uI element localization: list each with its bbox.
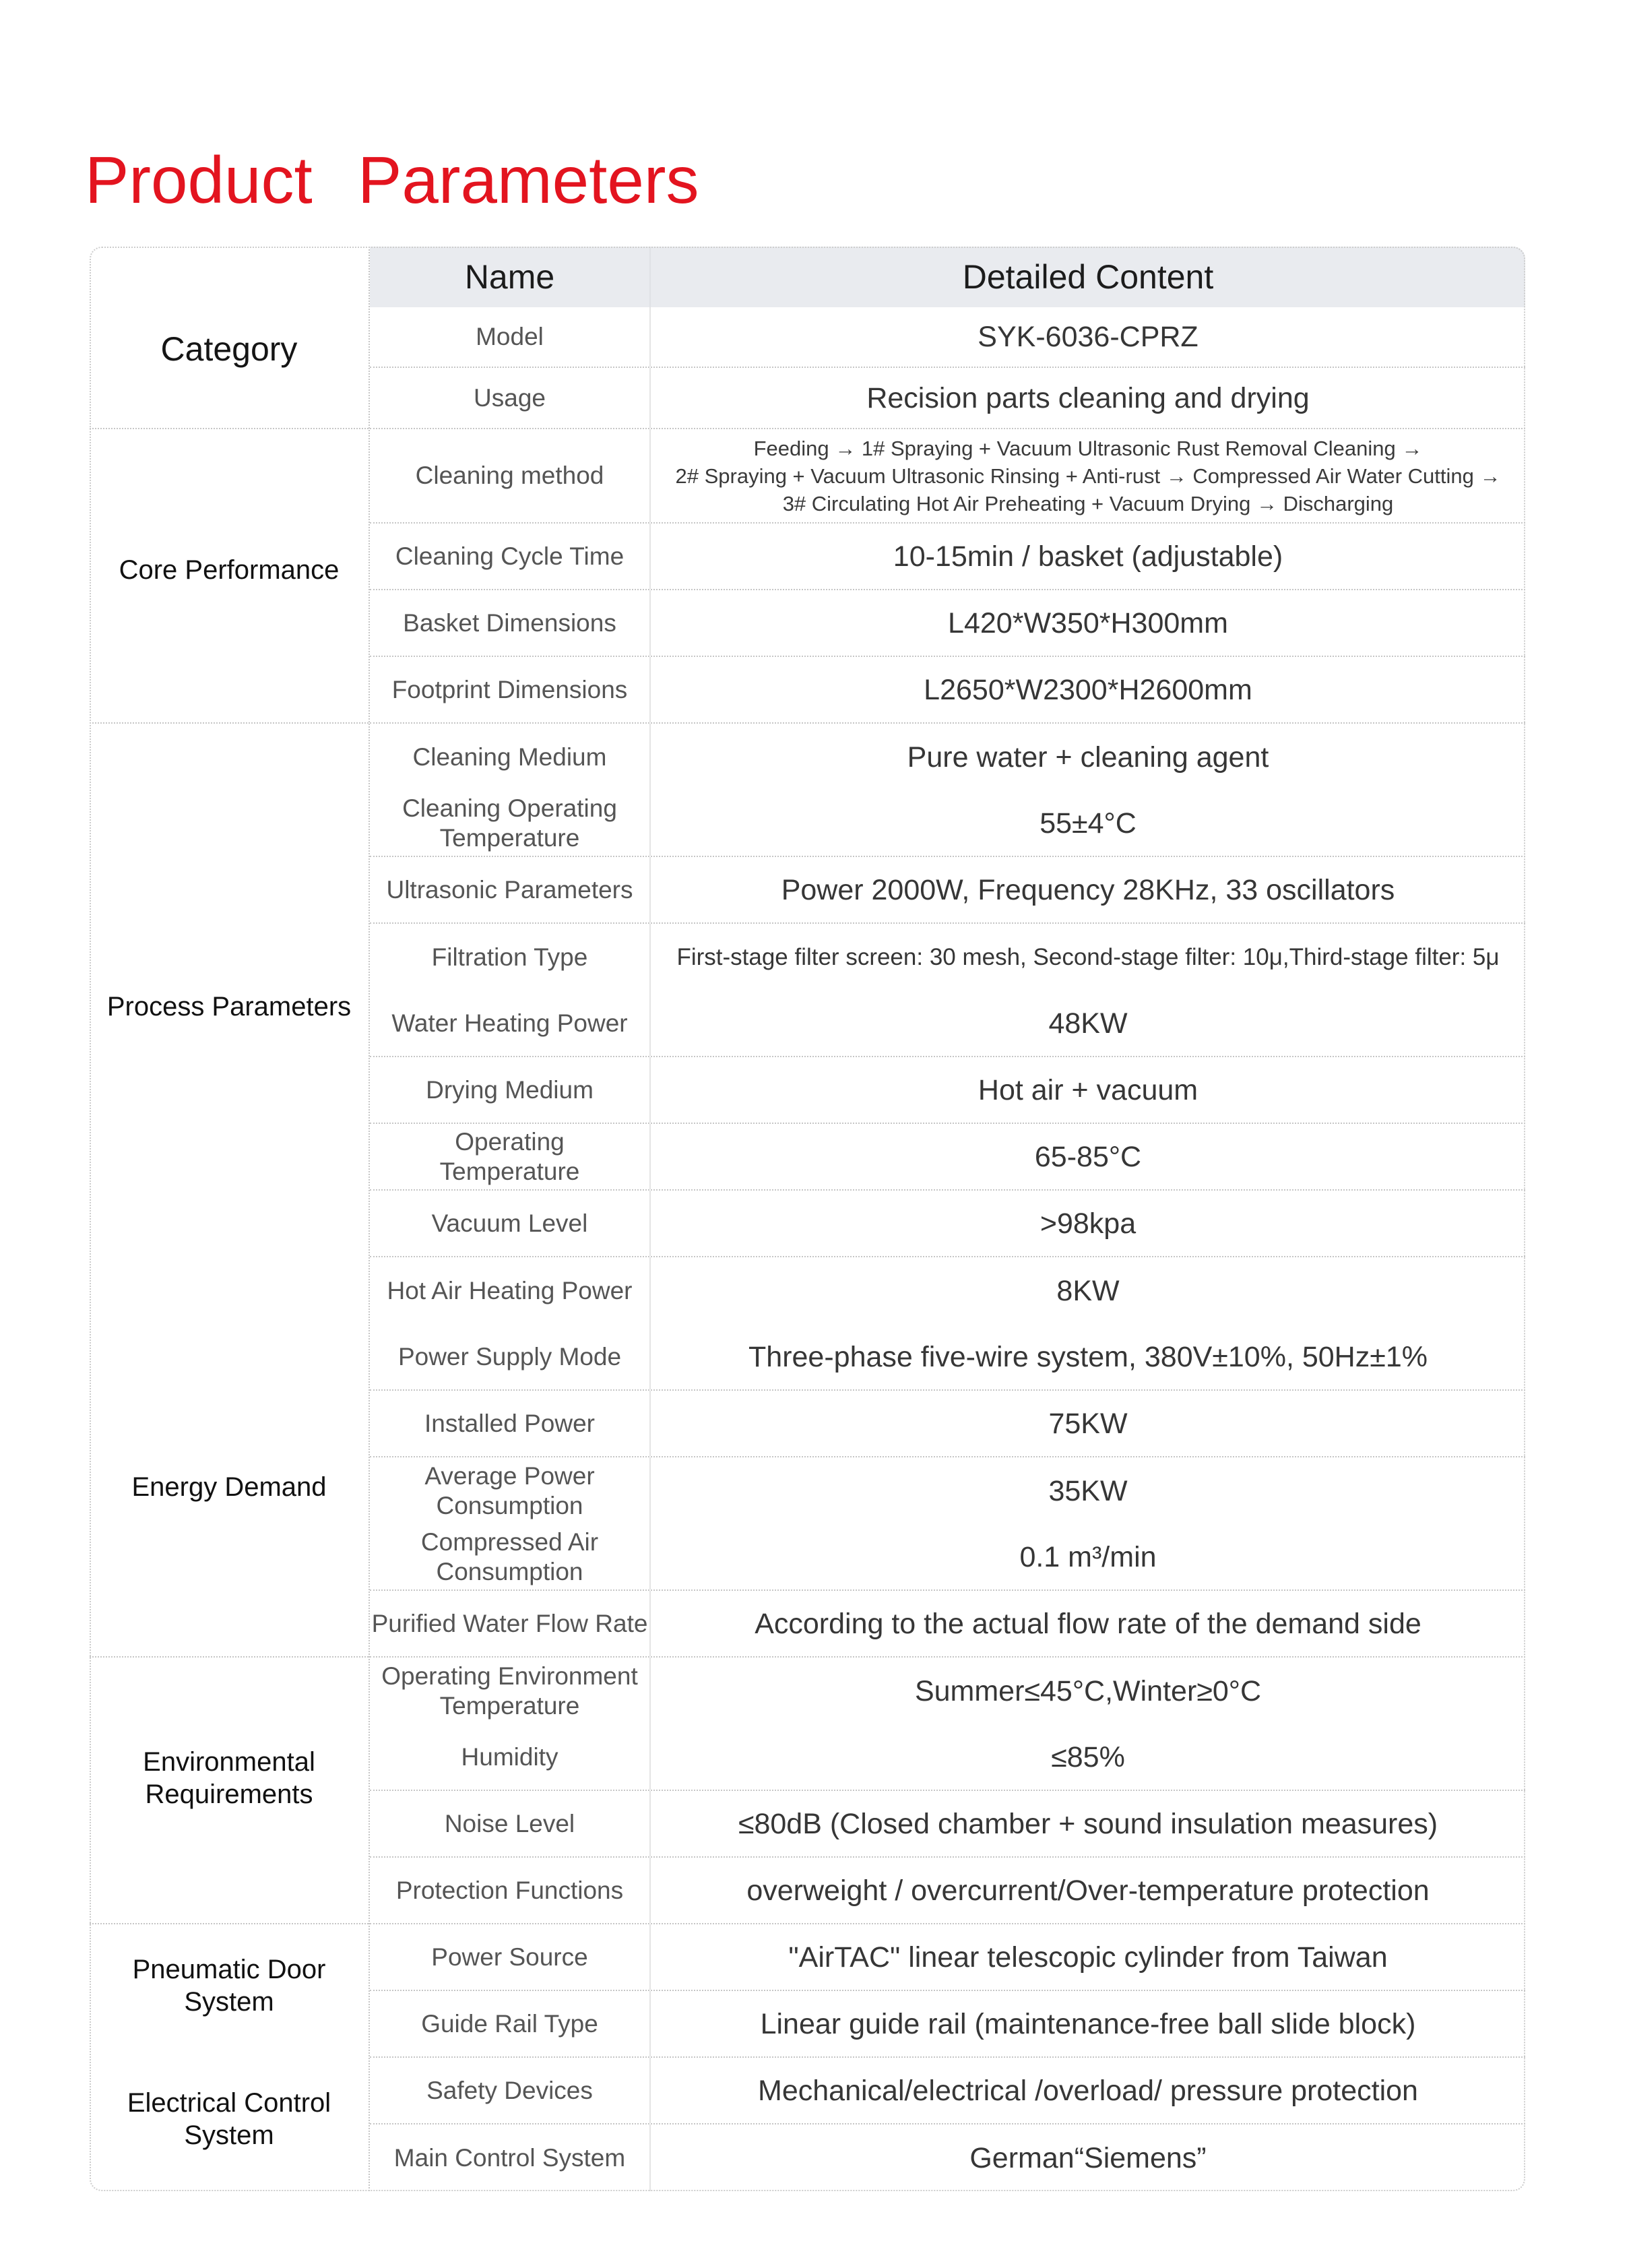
param-name-cell	[370, 429, 651, 522]
param-value: 65-85°C	[1034, 1140, 1142, 1173]
param-name-cell	[370, 724, 651, 790]
category-label-core-performance: Core Performance	[119, 555, 340, 585]
row-average-power-consumption	[370, 1457, 1525, 1524]
param-name: Average Power Consumption	[424, 1461, 595, 1519]
param-name-cell	[370, 1924, 651, 1990]
param-value-cell	[651, 2058, 1525, 2123]
param-name-cell	[370, 2058, 651, 2123]
row-cleaning-method	[370, 429, 1525, 524]
param-name: Basket Dimensions	[403, 608, 616, 637]
param-value: overweight / overcurrent/Over-temperature protection	[746, 1874, 1430, 1907]
row-water-heating-power	[370, 990, 1525, 1057]
param-name: Main Control System	[393, 2143, 626, 2172]
param-name-cell	[370, 1991, 651, 2056]
param-value: 8KW	[1056, 1274, 1120, 1307]
category-label-process-parameters: Process Parameters	[106, 992, 352, 1021]
param-value-cell	[651, 1924, 1525, 1990]
row-guide-rail-type	[370, 1991, 1525, 2058]
param-name-cell	[370, 924, 651, 990]
param-value-cell	[651, 724, 1525, 790]
param-name-cell	[370, 1457, 651, 1524]
parameters-table	[90, 247, 1525, 2191]
category-cell-core-performance	[90, 429, 369, 724]
param-value: 0.1 m³/min	[1019, 1540, 1157, 1573]
param-value-cell	[651, 524, 1525, 589]
param-value: 10-15min / basket (adjustable)	[893, 540, 1283, 573]
param-name-cell	[370, 1124, 651, 1189]
param-name: Cleaning Cycle Time	[395, 542, 625, 570]
param-value-cell	[651, 790, 1525, 856]
param-name-cell	[370, 1191, 651, 1256]
param-value: Three-phase five-wire system, 380V±10%, 50Hz±1%	[748, 1340, 1428, 1373]
row-cleaning-operating-temperature	[370, 790, 1525, 857]
param-value: Recision parts cleaning and drying	[866, 381, 1310, 414]
row-installed-power	[370, 1391, 1525, 1457]
param-value-cell	[651, 990, 1525, 1056]
row-cleaning-cycle-time	[370, 524, 1525, 590]
param-value-cell	[651, 1191, 1525, 1256]
param-name-cell	[370, 307, 651, 367]
row-protection-functions	[370, 1858, 1525, 1924]
param-name-cell	[370, 1858, 651, 1923]
row-basket-dimensions	[370, 590, 1525, 657]
param-name-cell	[370, 1724, 651, 1790]
param-value: "AirTAC" linear telescopic cylinder from Taiwan	[788, 1941, 1388, 1974]
param-value: 75KW	[1048, 1407, 1128, 1440]
param-name: Ultrasonic Parameters	[386, 875, 633, 904]
page-title: Product Parameters	[85, 143, 699, 217]
param-value-cell	[651, 590, 1525, 656]
param-value-cell	[651, 1791, 1525, 1856]
column-header-name: Name	[464, 258, 555, 296]
row-drying-medium	[370, 1057, 1525, 1124]
param-value-cell	[651, 1391, 1525, 1456]
param-name: Model	[476, 323, 544, 350]
param-name-cell	[370, 1324, 651, 1389]
param-value: German“Siemens”	[969, 2141, 1207, 2174]
param-name: Cleaning Medium	[412, 743, 607, 771]
row-ultrasonic-parameters	[370, 857, 1525, 924]
category-cell-pneumatic-door-system	[90, 1924, 369, 2047]
row-power-supply-mode	[370, 1324, 1525, 1391]
category-label: Category	[160, 330, 298, 368]
param-name: Drying Medium	[426, 1075, 594, 1104]
param-value: ≤85%	[1051, 1740, 1125, 1773]
param-value: L2650*W2300*H2600mm	[924, 673, 1252, 706]
param-value-cell	[651, 1658, 1525, 1724]
param-value: Pure water + cleaning agent	[907, 741, 1269, 774]
row-power-source	[370, 1924, 1525, 1991]
param-value-cell	[651, 429, 1525, 522]
param-name-cell	[370, 857, 651, 922]
param-name: Cleaning Operating Temperature	[402, 794, 617, 852]
row-noise-level	[370, 1791, 1525, 1858]
param-name: Water Heating Power	[391, 1009, 628, 1037]
category-label-pneumatic-door-system: Pneumatic Door System	[132, 1955, 326, 2017]
param-value-cell	[651, 307, 1525, 367]
param-value: 35KW	[1048, 1474, 1128, 1507]
row-purified-water-flow-rate	[370, 1591, 1525, 1658]
param-name-cell	[370, 1257, 651, 1324]
category-cell-environmental-requirements	[90, 1658, 369, 1924]
param-name-cell	[370, 368, 651, 428]
category-label-energy-demand: Energy Demand	[131, 1472, 327, 1502]
category-cell-header	[90, 247, 369, 429]
param-value-cell	[651, 1724, 1525, 1790]
param-value: Summer≤45°C,Winter≥0°C	[914, 1674, 1262, 1707]
category-label-environmental-requirements: Environmental Requirements	[143, 1746, 315, 1809]
row-safety-devices	[370, 2058, 1525, 2124]
param-name: Compressed Air Consumption	[420, 1527, 599, 1585]
row-filtration-type	[370, 924, 1525, 990]
row-operating-temperature	[370, 1124, 1525, 1191]
param-name-cell	[370, 590, 651, 656]
param-name-cell	[370, 1057, 651, 1123]
param-name: Power Source	[431, 1943, 588, 1971]
param-name-cell	[370, 1524, 651, 1589]
param-name: Humidity	[461, 1742, 558, 1771]
param-name-cell	[370, 657, 651, 722]
param-name: Operating Environment Temperature	[381, 1662, 638, 1720]
param-name: Protection Functions	[395, 1876, 624, 1904]
row-vacuum-level	[370, 1191, 1525, 1257]
param-value: 48KW	[1048, 1007, 1128, 1040]
param-name: Safety Devices	[426, 2076, 593, 2104]
param-value: Linear guide rail (maintenance-free ball slide block)	[760, 2007, 1416, 2040]
param-name: Installed Power	[424, 1409, 595, 1437]
param-value: L420*W350*H300mm	[948, 606, 1228, 639]
param-value-cell	[651, 1991, 1525, 2056]
param-value: According to the actual flow rate of the demand side	[755, 1607, 1421, 1640]
param-value-cell	[651, 2124, 1525, 2191]
param-value: >98kpa	[1040, 1207, 1137, 1240]
param-name-cell	[370, 990, 651, 1056]
column-header-detail: Detailed Content	[962, 258, 1214, 296]
row-cleaning-medium	[370, 724, 1525, 790]
param-value-cell	[651, 1858, 1525, 1923]
param-name: Noise Level	[444, 1809, 575, 1837]
param-name: Footprint Dimensions	[391, 675, 628, 703]
param-value-cell	[651, 857, 1525, 922]
param-name: Operating Temperature	[439, 1127, 580, 1185]
param-value-cell	[651, 368, 1525, 428]
param-value: ≤80dB (Closed chamber + sound insulation measures)	[738, 1807, 1438, 1840]
category-cell-electrical-control-system	[90, 2047, 369, 2191]
param-value: SYK-6036-CPRZ	[978, 321, 1198, 353]
row-model	[370, 307, 1525, 368]
param-name-cell	[370, 2124, 651, 2191]
param-value-cell	[651, 924, 1525, 990]
param-value-cell	[651, 1257, 1525, 1324]
param-name: Vacuum Level	[431, 1209, 588, 1237]
param-name: Filtration Type	[431, 943, 588, 971]
param-name: Power Supply Mode	[397, 1342, 622, 1371]
category-cell-energy-demand	[90, 1290, 369, 1658]
row-footprint-dimensions	[370, 657, 1525, 724]
param-value: Power 2000W, Frequency 28KHz, 33 oscillators	[781, 873, 1395, 906]
category-column	[90, 247, 370, 2191]
param-name: Guide Rail Type	[421, 2009, 598, 2038]
param-value-cell	[651, 1057, 1525, 1123]
param-value-cell	[651, 1457, 1525, 1524]
param-value-cell	[651, 657, 1525, 722]
row-main-control-system	[370, 2124, 1525, 2191]
row-humidity	[370, 1724, 1525, 1791]
column-header-name-cell	[370, 247, 651, 307]
param-value-cell	[651, 1524, 1525, 1589]
param-name-cell	[370, 1658, 651, 1724]
row-compressed-air-consumption	[370, 1524, 1525, 1591]
param-value: Mechanical/electrical /overload/ pressure protection	[758, 2074, 1418, 2107]
row-usage	[370, 368, 1525, 429]
row-operating-environment-temperature	[370, 1658, 1525, 1724]
param-name: Usage	[474, 383, 546, 412]
param-value-cell	[651, 1324, 1525, 1389]
param-name-cell	[370, 524, 651, 589]
param-name-cell	[370, 1591, 651, 1656]
param-value-cell	[651, 1124, 1525, 1189]
param-value: Hot air + vacuum	[978, 1073, 1198, 1106]
category-cell-process-parameters	[90, 724, 369, 1290]
column-header-detail-cell	[651, 247, 1525, 307]
category-label-electrical-control-system: Electrical Control System	[127, 2088, 331, 2150]
param-name: Cleaning method	[415, 462, 604, 489]
param-value: Feeding → 1# Spraying + Vacuum Ultrasonic Rust Removal Cleaning → 2# Spraying + Vacuum Ultrasonic Rinsing + Anti-rust → Compressed Air Water Cutting → 3# Circulating Hot Air Preheating + Vacuum Drying → Discharging	[675, 436, 1501, 515]
row-hot-air-heating-power	[370, 1257, 1525, 1324]
param-value: 55±4°C	[1040, 807, 1137, 840]
table-header-row	[370, 247, 1525, 307]
param-name-cell	[370, 1391, 651, 1456]
param-name: Purified Water Flow Rate	[371, 1609, 648, 1637]
parameters-grid	[370, 247, 1525, 2191]
param-value: First-stage filter screen: 30 mesh, Second-stage filter: 10μ,Third-stage filter: 5μ	[676, 943, 1500, 970]
param-value-cell	[651, 1591, 1525, 1656]
param-name: Hot Air Heating Power	[387, 1276, 633, 1304]
param-name-cell	[370, 790, 651, 856]
param-name-cell	[370, 1791, 651, 1856]
